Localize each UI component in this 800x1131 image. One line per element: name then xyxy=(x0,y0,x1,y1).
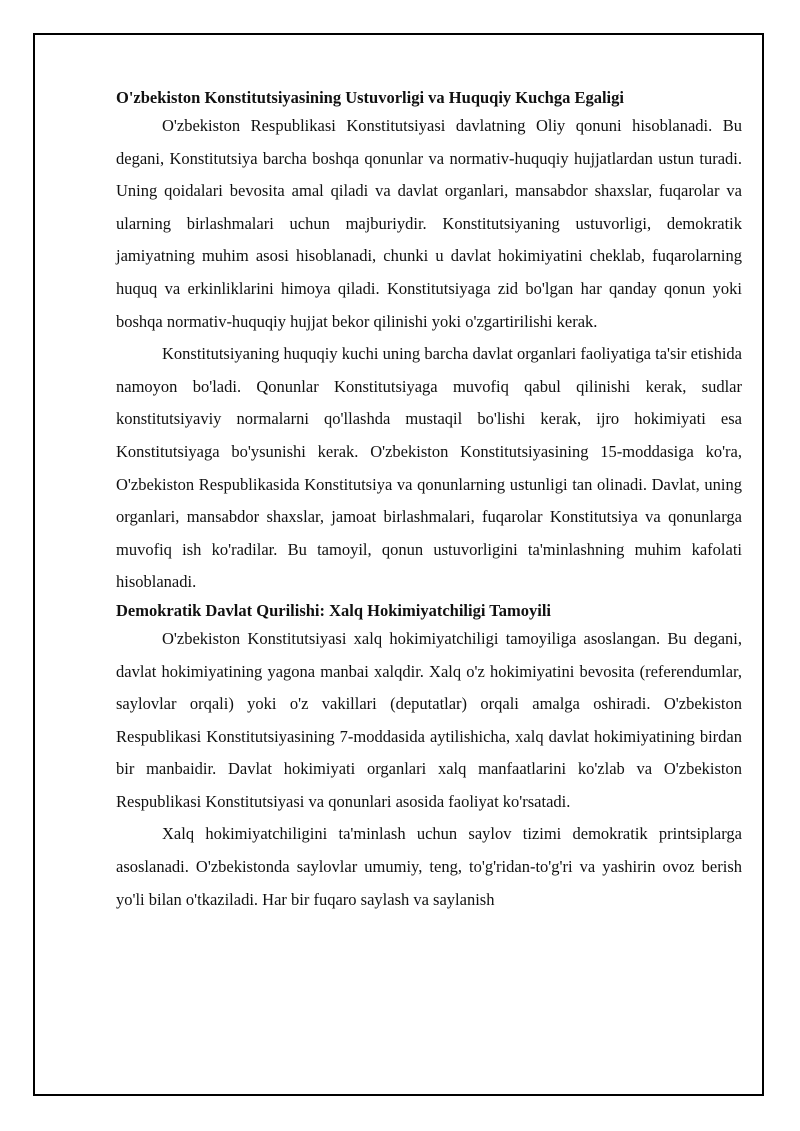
paragraph: O'zbekiston Konstitutsiyasi xalq hokimiyatchiligi tamoyiliga asoslangan. Bu degani, davlat hokimiyatining yagona manbai xalqdir. Xalq o'z hokimiyatini bevosita (referendumlar, saylovlar orqali) yoki o'z vakillari (deputatlar) orqali amalga oshiradi. O'zbekiston Respublikasi Konstitutsiyasining 7-moddasida aytilishicha, xalq davlat hokimiyatining birdan bir manbaidir. Davlat hokimiyati organlari xalq manfaatlarini ko'zlab va O'zbekiston Respublikasi Konstitutsiyasi va qonunlari asosida faoliyat ko'rsatadi. xyxy=(116,628,742,811)
paragraph: Xalq hokimiyatchiligini ta'minlash uchun saylov tizimi demokratik printsiplarga asoslanadi. O'zbekistonda saylovlar umumiy, teng, to'g'ridan-to'g'ri va yashirin ovoz berish yo'li bilan o'tkaziladi. Har bir fuqaro saylash va saylanish xyxy=(116,824,742,909)
section-heading: Demokratik Davlat Qurilishi: Xalq Hokimiyatchiligi Tamoyili xyxy=(116,600,551,620)
paragraph: Konstitutsiyaning huquqiy kuchi uning barcha davlat organlari faoliyatiga ta'sir etishida namoyon bo'ladi. Qonunlar Konstitutsiyaga muvofiq qabul qilinishi kerak, sudlar konstitutsiyaviy normalarni qo'llashda mustaqil bo'lishi kerak, ijro hokimiyati esa Konstitutsiyaga bo'ysunishi kerak. O'zbekiston Konstitutsiyasining 15-moddasiga ko'ra, O'zbekiston Respublikasida Konstitutsiya va qonunlarning ustunligi tan olinadi. Davlat, uning organlari, mansabdor shaxslar, jamoat birlashmalari, fuqarolar Konstitutsiya va qonunlarga muvofiq ish ko'radilar. Bu tamoyil, qonun ustuvorligini ta'minlashning muhim kafolati hisoblanadi. xyxy=(116,344,742,592)
section-heading: O'zbekiston Konstitutsiyasining Ustuvorligi va Huquqiy Kuchga Egaligi xyxy=(116,88,624,107)
document-body xyxy=(116,86,742,916)
paragraph: O'zbekiston Respublikasi Konstitutsiyasi davlatning Oliy qonuni hisoblanadi. Bu degani, Konstitutsiya barcha boshqa qonunlar va normativ-huquqiy hujjatlardan ustun turadi. Uning qoidalari bevosita amal qiladi va davlat organlari, mansabdor shaxslar, fuqarolar va ularning birlashmalari uchun majburiydir. Konstitutsiyaning ustuvorligi, demokratik jamiyatning muhim asosi hisoblanadi, chunki u davlat hokimiyatini cheklab, fuqarolarning huquq va erkinliklarini himoya qiladi. Konstitutsiyaga zid bo'lgan har qanday qonun yoki boshqa normativ-huquqiy hujjat bekor qilinishi yoki o'zgartirilishi kerak. xyxy=(116,116,742,331)
